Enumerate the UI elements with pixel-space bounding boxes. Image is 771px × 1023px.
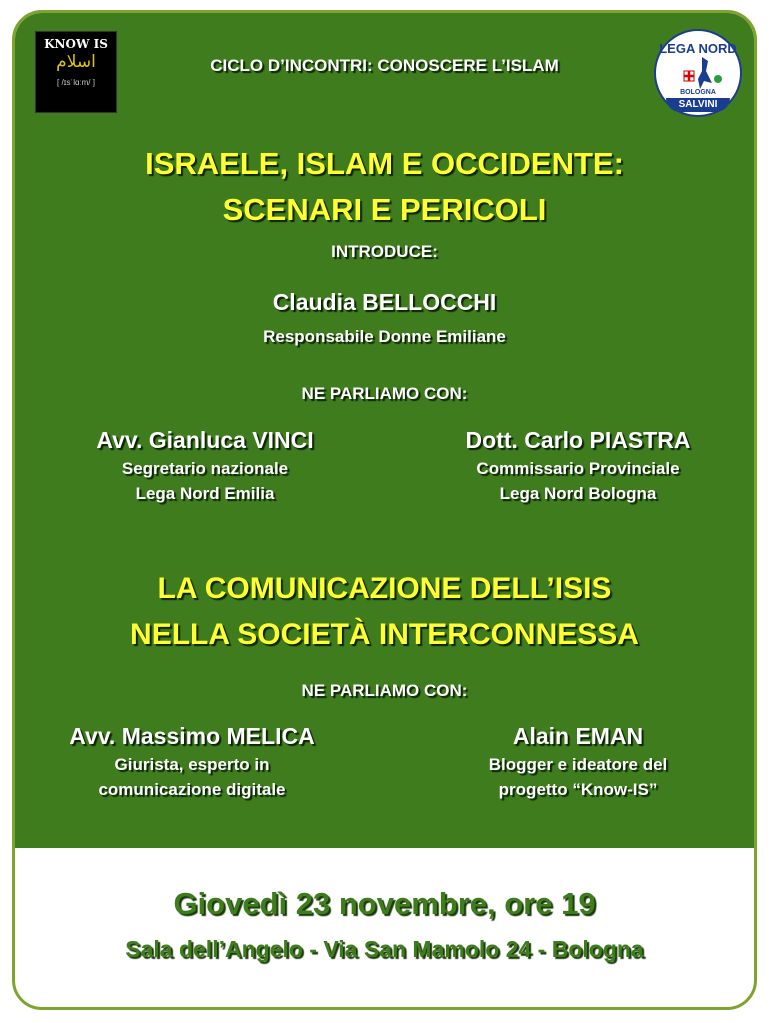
know-is-logo-title: KNOW IS bbox=[44, 37, 108, 51]
speaker-card bbox=[413, 427, 743, 504]
speaker-role: Blogger e ideatore del bbox=[488, 755, 668, 774]
introduce-label: INTRODUCE: bbox=[331, 242, 438, 261]
event-venue: Sala dell’Angelo - Via San Mamolo 24 - Bologna bbox=[125, 936, 644, 962]
speaker-role: Giurista, esperto in bbox=[114, 755, 270, 774]
event-date-time: Giovedì 23 novembre, ore 19 bbox=[173, 886, 596, 921]
speaker-org: Lega Nord Bologna bbox=[499, 484, 657, 503]
poster-frame bbox=[12, 10, 757, 1010]
know-is-logo-arabic: اسلام bbox=[56, 52, 96, 72]
lega-nord-logo-city: BOLOGNA bbox=[680, 89, 716, 96]
section2-speakers-label: NE PARLIAMO CON: bbox=[301, 681, 468, 700]
know-is-logo-phonetic: [ /ɪsˈlɑːm/ ] bbox=[57, 78, 95, 87]
speaker-org: comunicazione digitale bbox=[98, 780, 286, 799]
speaker-name: Dott. Carlo PIASTRA bbox=[465, 427, 691, 453]
speaker-card bbox=[413, 723, 743, 800]
speaker-name: Avv. Massimo MELICA bbox=[69, 723, 315, 749]
section2-title-line1: LA COMUNICAZIONE DELL’ISIS bbox=[157, 572, 612, 605]
speaker-org: Lega Nord Emilia bbox=[135, 484, 275, 503]
speaker-card bbox=[40, 427, 370, 504]
speaker-card bbox=[27, 723, 357, 800]
section1-title bbox=[15, 141, 754, 233]
section2-title-line2: NELLA SOCIETÀ INTERCONNESSA bbox=[130, 618, 639, 651]
lega-nord-logo-text: LEGA NORD bbox=[659, 41, 737, 56]
introducer-role: Responsabile Donne Emiliane bbox=[263, 327, 506, 346]
lega-nord-logo-band: SALVINI bbox=[666, 98, 730, 112]
introducer-name: Claudia BELLOCCHI bbox=[272, 289, 497, 315]
green-panel bbox=[15, 13, 754, 848]
speaker-name: Alain EMAN bbox=[512, 723, 644, 749]
speaker-role: Commissario Provinciale bbox=[476, 459, 680, 478]
series-title: CICLO D’INCONTRI: CONOSCERE L’ISLAM bbox=[210, 56, 559, 75]
speaker-name: Avv. Gianluca VINCI bbox=[96, 427, 314, 453]
section1-title-line1: ISRAELE, ISLAM E OCCIDENTE: bbox=[145, 146, 624, 181]
speaker-role: Segretario nazionale bbox=[121, 459, 289, 478]
section1-speakers-label: NE PARLIAMO CON: bbox=[301, 384, 468, 403]
section2-title bbox=[15, 566, 754, 658]
section1-title-line2: SCENARI E PERICOLI bbox=[222, 192, 547, 227]
speaker-org: progetto “Know-IS” bbox=[498, 780, 658, 799]
